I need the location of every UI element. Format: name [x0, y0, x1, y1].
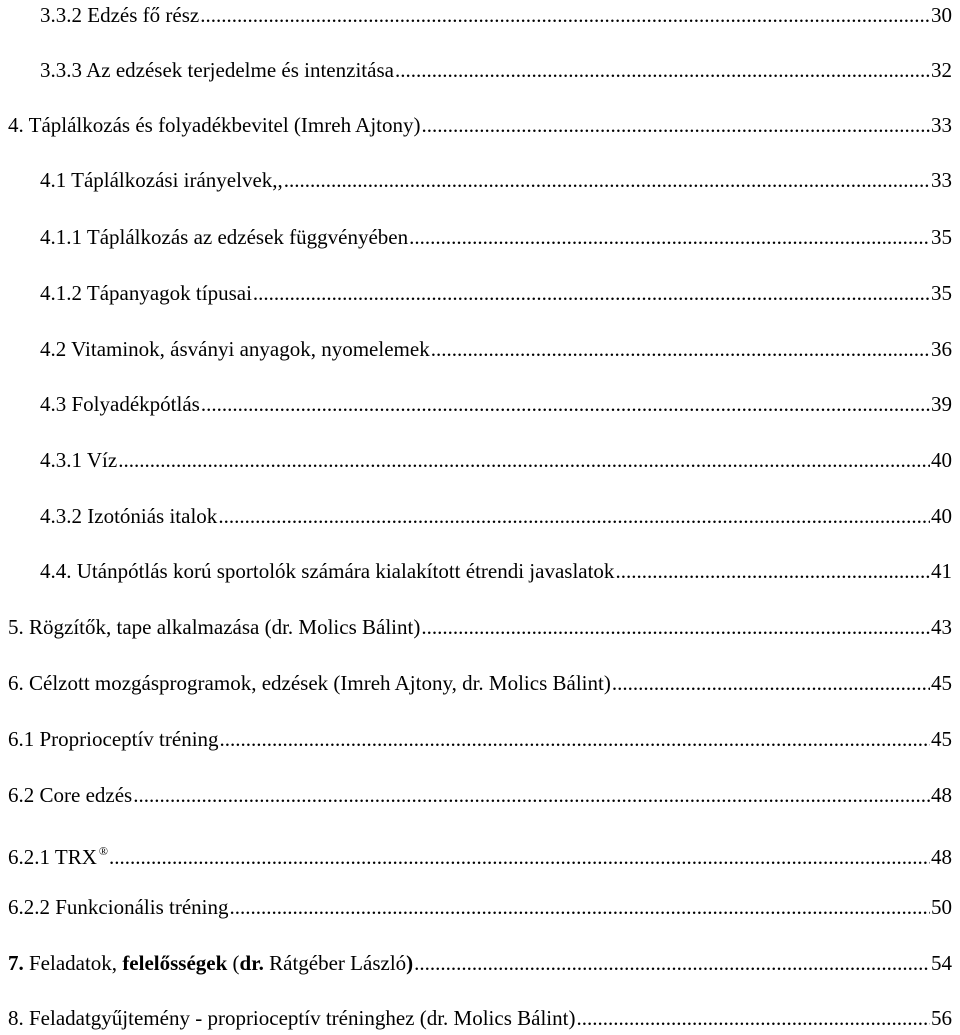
toc-dot-leader — [200, 0, 930, 30]
toc-entry-title: 4.2 Vitaminok, ásványi anyagok, nyomelemek — [40, 337, 430, 361]
toc-entry — [8, 836, 952, 866]
toc-dot-leader — [201, 389, 930, 419]
toc-entry-page: 32 — [931, 58, 952, 82]
toc-dot-leader — [229, 892, 930, 922]
toc-entry-page: 56 — [931, 1006, 952, 1030]
toc-entry — [40, 55, 952, 85]
toc-entry-title-main: 6.2.1 TRX — [8, 845, 97, 866]
toc-entry-title: 4.4. Utánpótlás korú sportolók számára kialakított étrendi javaslatok — [40, 559, 615, 583]
toc-entry-title: 4.3.2 Izotóniás italok — [40, 504, 218, 528]
toc-entry-page: 41 — [931, 559, 952, 583]
toc-entry — [8, 892, 952, 922]
toc-entry — [40, 445, 952, 475]
toc-entry — [8, 724, 952, 754]
toc-entry-title: 4. Táplálkozás és folyadékbevitel (Imreh Ajtony) — [8, 113, 421, 137]
toc-title-part: felelősségek — [122, 951, 228, 975]
toc-entry-page: 35 — [931, 225, 952, 249]
toc-entry — [8, 110, 952, 140]
toc-dot-leader — [414, 948, 930, 978]
toc-entry-page: 54 — [931, 951, 952, 975]
toc-entry-page: 40 — [931, 448, 952, 472]
toc-title-part: Rátgéber László — [263, 951, 407, 975]
toc-entry-page: 33 — [931, 168, 952, 192]
toc-dot-leader — [421, 110, 930, 140]
toc-entry-page: 35 — [931, 281, 952, 305]
toc-dot-leader — [133, 780, 930, 810]
toc-entry — [40, 0, 952, 30]
toc-entry-title: 3.3.2 Edzés fő rész — [40, 3, 200, 27]
toc-entry-page: 45 — [931, 727, 952, 751]
toc-entry-title: 6.2.2 Funkcionális tréning — [8, 895, 229, 919]
toc-dot-leader — [576, 1003, 930, 1033]
toc-entry-page: 36 — [931, 337, 952, 361]
toc-dot-leader — [395, 55, 930, 85]
toc-entry-page: 43 — [931, 615, 952, 639]
toc-entry-page: 50 — [931, 895, 952, 919]
toc-entry-title: 8. Feladatgyűjtemény - proprioceptív tréninghez (dr. Molics Bálint) — [8, 1006, 576, 1030]
toc-dot-leader — [220, 724, 930, 754]
toc-entry — [40, 165, 952, 195]
toc-entry-title: 5. Rögzítők, tape alkalmazása (dr. Molics Bálint) — [8, 615, 421, 639]
toc-entry-title: 4.3.1 Víz — [40, 448, 118, 472]
toc-entry-title: 6.2 Core edzés — [8, 783, 133, 807]
toc-dot-leader — [431, 334, 930, 364]
toc-entry — [8, 612, 952, 642]
toc-entry-page: 33 — [931, 113, 952, 137]
toc-entry — [40, 389, 952, 419]
toc-dot-leader — [218, 501, 930, 531]
toc-entry — [40, 278, 952, 308]
toc-dot-leader — [253, 278, 930, 308]
toc-entry — [40, 501, 952, 531]
toc-dot-leader — [615, 556, 930, 586]
toc-title-part: 7. — [8, 951, 24, 975]
toc-entry — [40, 556, 952, 586]
toc-entry-title — [8, 948, 413, 978]
toc-title-part: Feladatok, — [23, 951, 123, 975]
toc-dot-leader — [421, 612, 930, 642]
toc-entry-title: 3.3.3 Az edzések terjedelme és intenzitása — [40, 58, 394, 82]
toc-entry-page: 40 — [931, 504, 952, 528]
toc-entry-title: 4.1.1 Táplálkozás az edzések függvényében — [40, 225, 409, 249]
toc-title-part: ) — [406, 951, 414, 975]
toc-dot-leader — [284, 165, 930, 195]
toc-entry-page: 39 — [931, 392, 952, 416]
toc-entry — [8, 780, 952, 810]
toc-entry-title: 6. Célzott mozgásprogramok, edzések (Imreh Ajtony, dr. Molics Bálint) — [8, 671, 611, 695]
toc-entry — [8, 948, 952, 978]
toc-entry-title: 6.1 Proprioceptív tréning — [8, 727, 219, 751]
toc-entry-page: 30 — [931, 3, 952, 27]
toc-dot-leader — [118, 445, 930, 475]
registered-mark: ® — [98, 844, 108, 858]
toc-title-part: ( — [227, 951, 240, 975]
toc-title-part: dr. — [239, 951, 264, 975]
toc-entry-page: 45 — [931, 671, 952, 695]
toc-entry-title: 4.1.2 Tápanyagok típusai — [40, 281, 252, 305]
toc-entry — [8, 668, 952, 698]
toc-entry — [8, 1003, 952, 1033]
toc-entry-page: 48 — [931, 783, 952, 807]
toc-entry-title: 4.1 Táplálkozási irányelvek,, — [40, 168, 283, 192]
toc-dot-leader — [612, 668, 930, 698]
toc-entry-title — [8, 836, 108, 866]
toc-dot-leader — [109, 842, 930, 866]
toc-entry — [40, 222, 952, 252]
toc-entry-title: 4.3 Folyadékpótlás — [40, 392, 200, 416]
toc-dot-leader — [409, 222, 930, 252]
toc-entry-page: 48 — [931, 845, 952, 866]
toc-entry — [40, 334, 952, 364]
